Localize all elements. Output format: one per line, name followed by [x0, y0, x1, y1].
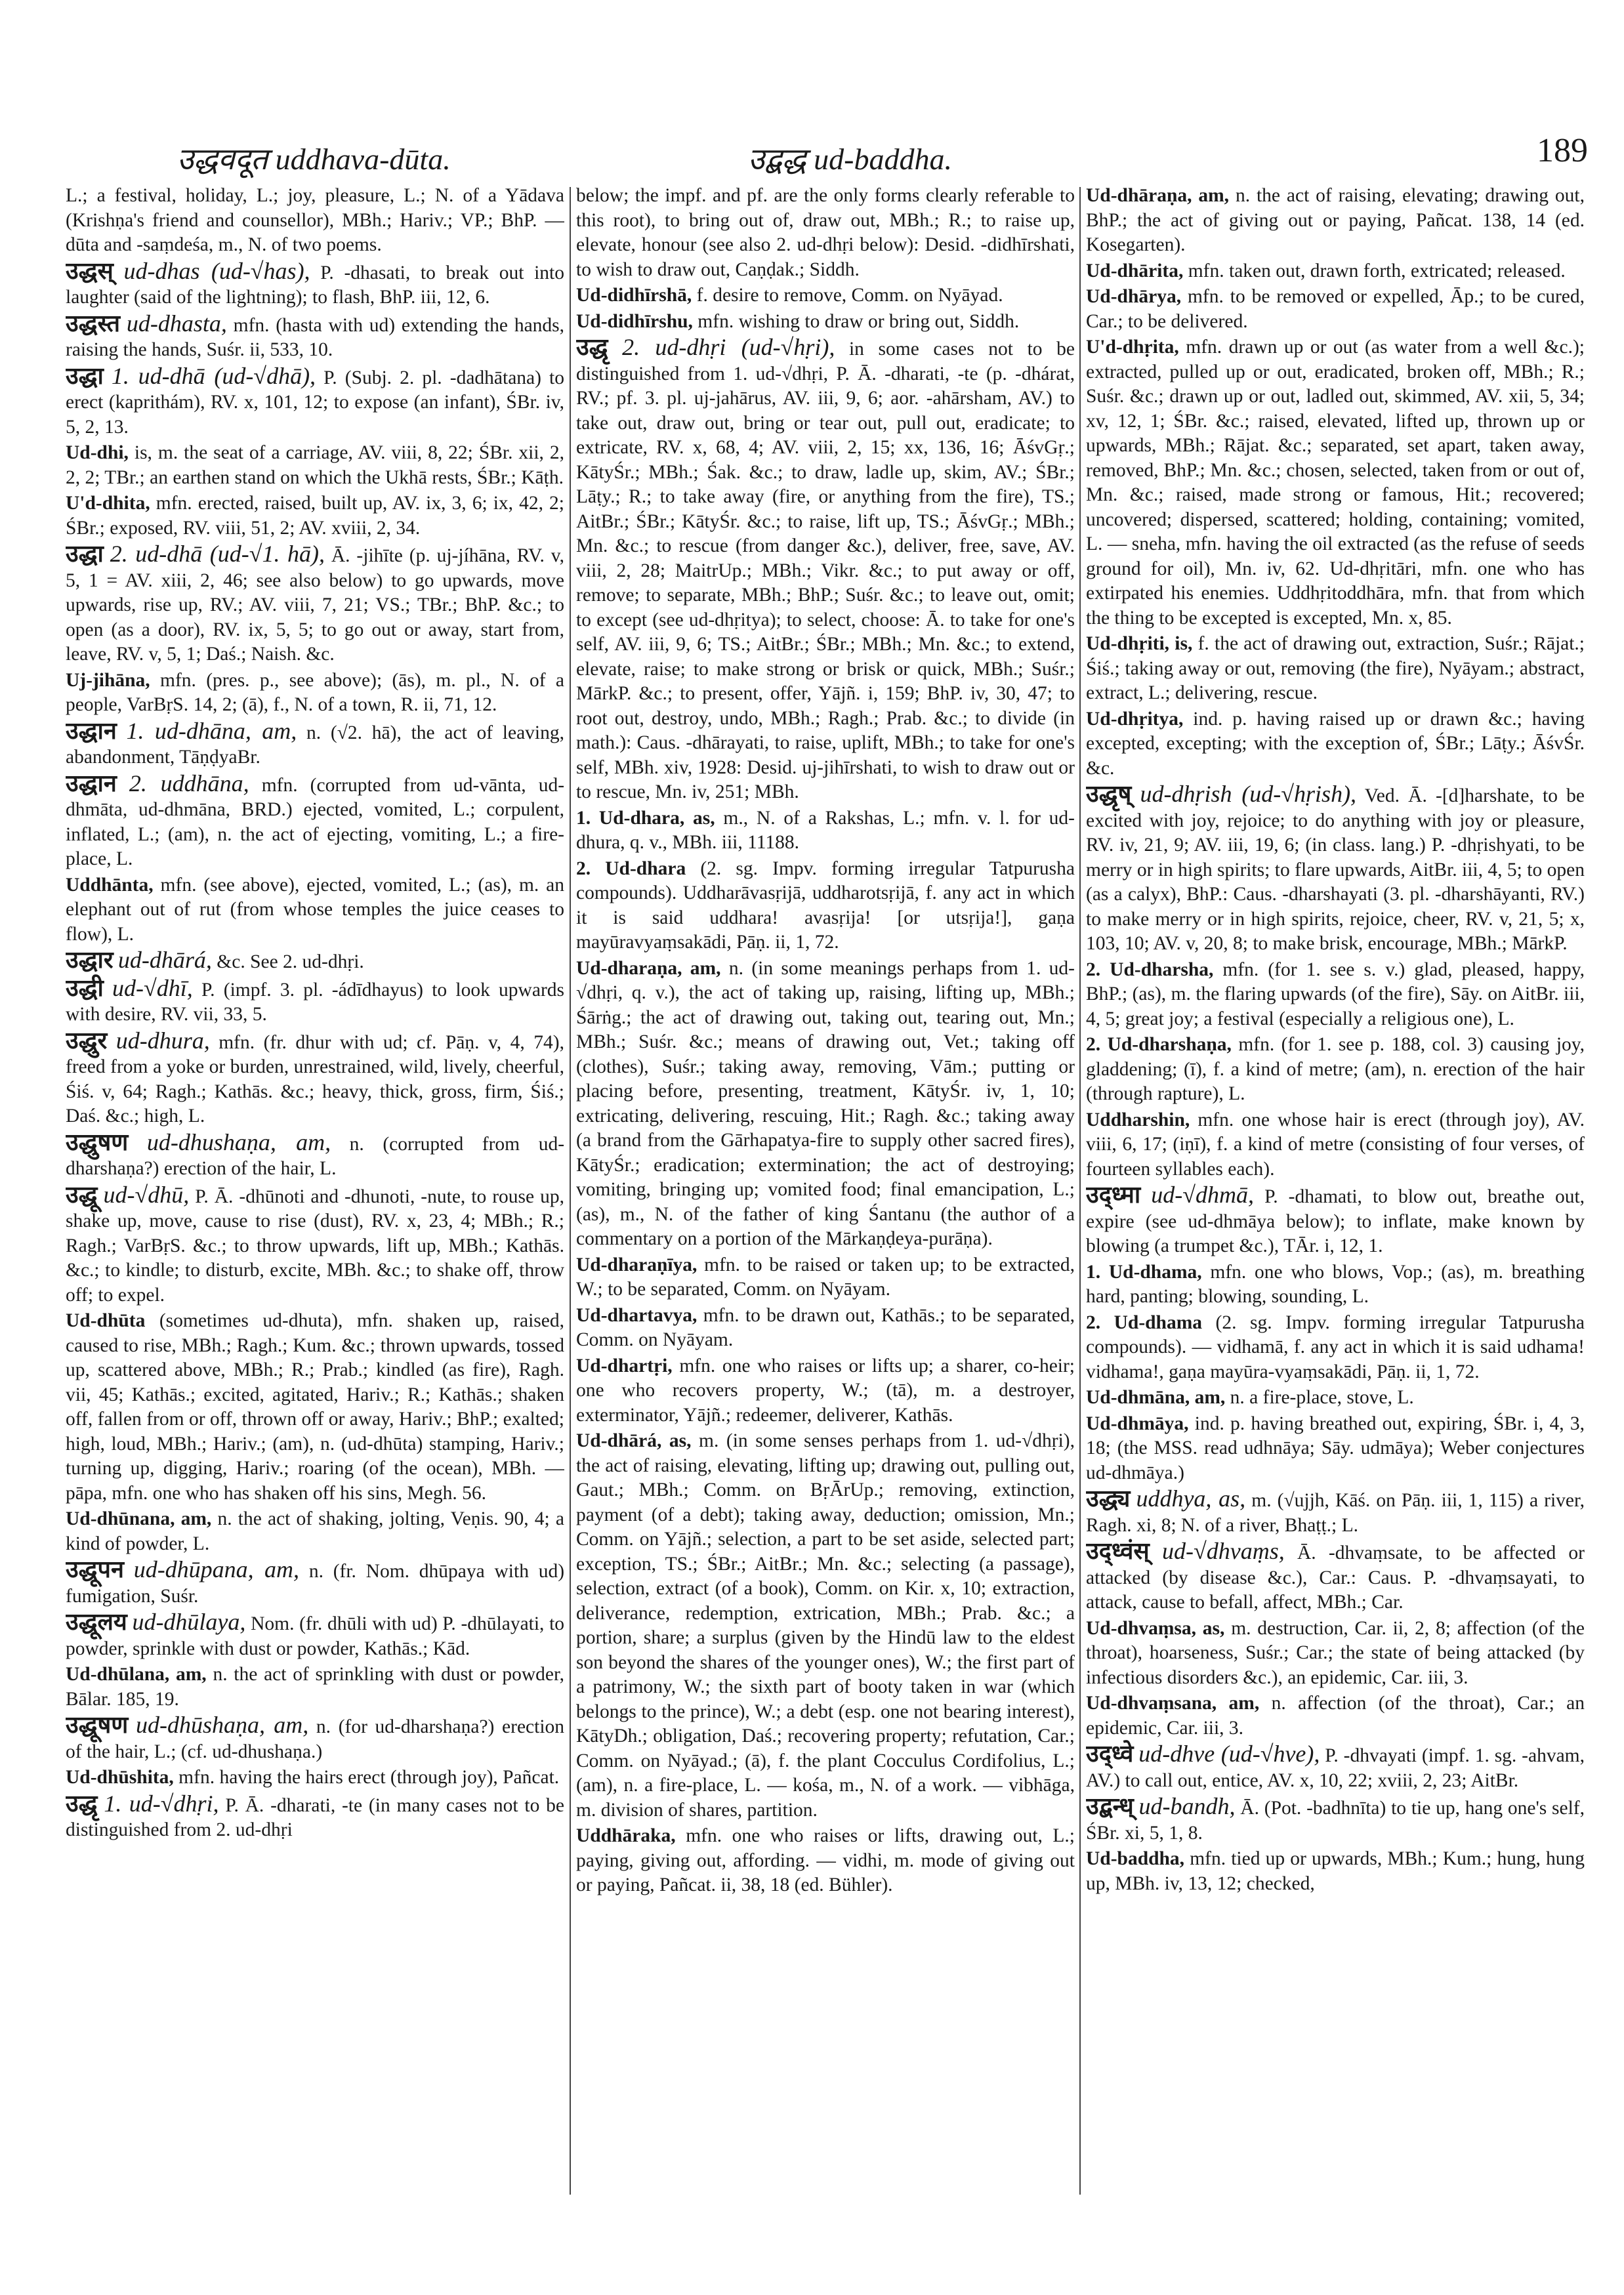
dictionary-entry [1086, 335, 1585, 631]
definition-text: mfn. tied up or upwards, MBh.; Kum.; hung, hung up, MBh. iv, 13, 12; checked, [1086, 1848, 1585, 1894]
headword: 2. uddhāna, [129, 770, 249, 796]
headword: Uddhānta, [66, 874, 154, 896]
devanagari-headword: उद्धार [66, 947, 114, 973]
devanagari-headword: उद्धी [66, 974, 104, 1001]
column-2 [576, 184, 1075, 2204]
headword: ud-dhūlaya, [132, 1609, 246, 1635]
devanagari-headword: उद्धृष् [1086, 781, 1132, 807]
headword: Uddhāraka, [576, 1825, 676, 1846]
dictionary-entry [576, 335, 1075, 805]
page-number: 189 [1537, 132, 1588, 169]
headword: ud-bandh, [1138, 1793, 1236, 1819]
dictionary-entry [66, 772, 564, 872]
headword: 1. ud-dhā (ud-√dhā), [111, 362, 316, 389]
dictionary-entry [66, 1766, 564, 1790]
dictionary-entry [1086, 958, 1585, 1032]
dictionary-entry [66, 1558, 564, 1609]
definition-text: P. (impf. 3. pl. -ádīdhayus) to look upwards with desire, RV. vii, 33, 5. [66, 979, 564, 1025]
definition-text: Ved. Ā. -[d]harshate, to be excited with joy, rejoice; to do anything with joy or pleasure, RV. iv, 21, 9; AV. iii, 19, 6; (in class. lang.) P. -dhṛishyati, to be merry or in high spirits; to flare upwards, AitBr. iii, 4, 5; to open (as a calyx), BhP.: Caus. -dharshayati (3. pl. -dharshāyanti, RV.) to make merry or in high spirits, rejoice, cheer, RV. v, 21, 5; x, 103, 10; AV. v, 20, 8; to make brisk, encourage, MBh.; MārkP. [1086, 785, 1585, 954]
devanagari-headword: उद्धूपन [66, 1556, 124, 1582]
definition-text: mfn. (hasta with ud) extending the hands, raising the hands, Suśr. ii, 533, 10. [66, 314, 564, 360]
dictionary-entry [66, 948, 564, 975]
headword: Ud-dhṛitya, [1086, 708, 1184, 730]
definition-text: Ā. -jihīte (p. uj-jíhāna, RV. v, 5, 1 = AV. xiii, 2, 46; see also below) to go upwards, move upwards, rise up, RV.; AV. viii, 7, 21; VS.; TBr.; BhP. &c.; to open (as a door), RV. ix, 5, 5; to go out or away, start from, leave, RV. v, 5, 1; Daś.; Naish. &c. [66, 545, 564, 665]
dictionary-entry [1086, 1539, 1585, 1615]
header-right-guideword: उद्बद्ध ud-baddha. [748, 142, 952, 176]
dictionary-entry [1086, 1794, 1585, 1846]
dictionary-entry [66, 1183, 564, 1308]
headword: ud-dhūpana, am, [133, 1556, 300, 1582]
definition-text: mfn. drawn up or out (as water from a well &c.); extracted, pulled up or out, eradicated, broken off, MBh.; R.; Suśr. &c.; drawn up or out, ladled out, skimmed, AV. xii, 5, 34; xv, 12, 1; ŚBr. &c.; raised, elevated, lifted up, thrown up or upwards, MBh.; Rājat. &c.; separated, set apart, taken away, removed, BhP.; Mn. &c.; chosen, selected, taken from or out of, Mn. &c.; raised, made strong or famous, Hit.; recovered; uncovered; dispersed, scattered; holding, containing; vomited, L. — sneha, mfn. having the oil extracted (as the refuse of seeds ground for oil), Mn. iv, 62. Ud-dhṛitāri, mfn. one who has extirpated his enemies. Uddhṛitoddhāra, mfn. that from which the thing to be excepted is excepted, Mn. x, 85. [1086, 337, 1585, 629]
dictionary-entry [66, 312, 564, 363]
headword: ud-dhārá, [117, 947, 212, 973]
dictionary-entry [576, 1304, 1075, 1353]
dictionary-entry [1086, 1412, 1585, 1486]
definition-text: n. (in some meanings perhaps from 1. ud-√dhṛi, q. v.), the act of taking up, raising, lifting up, MBh.; Śārṅg.; the act of drawing out, taking out, tearing out, Mn.; MBh.; Suśr. &c.; means of drawing out, Vet.; taking off (clothes), Suśr.; taking away, removing, Vām.; putting or placing before, presenting, treatment, KātyŚr. iv, 1, 10; extricating, delivering, rescuing, Hit.; Ragh. &c.; taking away (a brand from the Gārhapatya-fire to supply other sacred fires), KātyŚr.; eradication; extermination; the act of destroying; vomiting, bringing up; vomited food; final emancipation, L.; (as), m., N. of the father of king Śantanu (the author of a commentary on a portion of the Mārkaṇḍeya-purāṇa). [576, 957, 1075, 1249]
dictionary-entry [66, 669, 564, 718]
definition-text: is, m. the seat of a carriage, AV. viii, 8, 22; ŚBr. xii, 2, 2, 2; TBr.; an earthen stand on which the Ukhā rests, ŚBr.; Kāṭh. [66, 442, 564, 488]
headword: 1. Ud-dhara, as, [576, 807, 715, 829]
headword: Ud-dhūlana, am, [66, 1664, 207, 1685]
dictionary-entry [66, 364, 564, 440]
headword: ud-dhṛish (ud-√hṛish), [1140, 781, 1357, 807]
headword: Uddharshin, [1086, 1109, 1190, 1130]
definition-text: mfn. (corrupted from ud-vānta, ud-dhmāta, ud-dhmāna, BRD.) ejected, vomited, L.; corpulent, inflated, L.; (am), n. the act of ejecting, vomiting, L.; a fire-place, L. [66, 774, 564, 869]
definition-text: mfn. erected, raised, built up, AV. ix, 3, 6; ix, 42, 2; ŚBr.; exposed, RV. viii, 51, 2; AV. xviii, 2, 34. [66, 493, 564, 539]
headword: Ud-didhīrshā, [576, 285, 692, 306]
definition-text: f. the act of drawing out, extraction, Suśr.; Rājat.; Śiś.; taking away or out, removing (the fire), Nyāyam.; abstract, extract, L.; delivering, rescue. [1086, 633, 1585, 703]
dictionary-entry [576, 184, 1075, 282]
definition-text: m. (in some senses perhaps from 1. ud-√dhṛi), the act of raising, elevating, lifting up; drawing out, pulling out, Gaut.; MBh.; Comm. on BṛĀrUp.; removing, extinction, payment (of a debt); taking away, deduction; omission, Mn.; Comm. on Yājñ.; selection, a part to be set aside, selected part; exception, TS.; ŚBr.; AitBr.; Mn. &c.; selecting (a passage), selection, extract (of a book), Comm. on Kir. x, 10; extraction, deliverance, redemption, extrication, MBh.; Prab. &c.; a portion, share; a surplus (given by the Hindū law to the eldest son beyond the shares of the younger ones), W.; the first part of a patrimony, W.; the sixth part of booty taken in war (which belongs to the prince), W.; a debt (esp. one not bearing interest), KātyDh.; obligation, Daś.; recovering property; refutation, Car.; Comm. on Nyāyad.; (ā), f. the plant Cocculus Cordifolius, L.; (am), n. a fire-place, L. — kośa, m., N. of a work. — vibhāga, m. division of shares, partition. [576, 1430, 1075, 1821]
definition-text: m., N. of a Rakshas, L.; mfn. v. l. for ud-dhura, q. v., MBh. iii, 11188. [576, 807, 1075, 853]
definition-text: mfn. one who raises or lifts up; a sharer, co-heir; one who recovers property, W.; (tā), m. a destroyer, exterminator, Yājñ.; redeemer, deliverer, Kathās. [576, 1355, 1075, 1426]
dictionary-entry [66, 1507, 564, 1556]
headword: Ud-dhūshita, [66, 1767, 174, 1788]
dictionary-entry [576, 310, 1075, 335]
header-left-guideword: उद्धवदूत uddhava-dūta. [177, 142, 451, 176]
headword: Ud-baddha, [1086, 1848, 1185, 1869]
headword: ud-√dhmā, [1151, 1182, 1255, 1208]
headword: ud-dhasta, [126, 310, 227, 337]
headword: ud-√dhvaṃs, [1161, 1538, 1285, 1564]
headword: Ud-dharaṇīya, [576, 1254, 697, 1275]
definition-text: n. the act of sprinkling with dust or powder, Bālar. 185, 19. [66, 1664, 564, 1710]
column-divider [1079, 187, 1081, 2195]
definition-text: mfn. one who blows, Vop.; (as), m. breathing hard, panting; blowing, sounding, L. [1086, 1261, 1585, 1307]
dictionary-entry [66, 1713, 564, 1764]
definition-text: m. (√ujjh, Kāś. on Pāṇ. iii, 1, 115) a river, Ragh. xi, 8; N. of a river, Bhaṭṭ.; L. [1086, 1490, 1585, 1536]
dictionary-entry [66, 491, 564, 541]
definition-text: n. (fr. Nom. dhūpaya with ud) fumigation, Suśr. [66, 1561, 564, 1607]
definition-text: P. -dhamati, to blow out, breathe out, expire (see ud-dhmāya below); to inflate, make known by blowing (a trumpet &c.), TĀr. i, 12, 1. [1086, 1186, 1585, 1256]
dictionary-entry [1086, 1487, 1585, 1538]
definition-text: mfn. one who raises or lifts, drawing out, L.; paying, giving out, affording. — vidhi, m. mode of giving out or paying, Pañcat. ii, 38, 18 (ed. Bühler). [576, 1825, 1075, 1895]
headword: ud-dhve (ud-√hve), [1138, 1741, 1320, 1767]
dictionary-entry [66, 1130, 564, 1182]
devanagari-headword: उद्धृ [576, 334, 608, 360]
headword: Ud-dhi, [66, 442, 129, 463]
headword: 1. Ud-dhama, [1086, 1261, 1202, 1283]
definition-text: mfn. one whose hair is erect (through joy), AV. viii, 6, 17; (iṇī), f. a kind of metre (consisting of four verses, of fourteen syllables each). [1086, 1109, 1585, 1180]
definition-text: mfn. having the hairs erect (through joy), Pañcat. [178, 1767, 560, 1788]
headword: Uj-jihāna, [66, 669, 150, 691]
dictionary-entry [66, 542, 564, 667]
headword: ud-dhushaṇa, am, [146, 1128, 331, 1155]
definition-text: P. -dhvayati (impf. 1. sg. -ahvam, AV.) to call out, entice, AV. x, 10, 22; xviii, 2, 23; AitBr. [1086, 1745, 1585, 1791]
headword: 2. Ud-dhara [576, 858, 686, 879]
column-divider [570, 187, 571, 2195]
devanagari-headword: उद्धुषण [66, 1128, 129, 1155]
headword: Ud-dhmāya, [1086, 1413, 1189, 1434]
dictionary-entry [1086, 285, 1585, 334]
definition-text: mfn. (see above), ejected, vomited, L.; (as), m. an elephant out of rut (from whose temples the juice ceases to flow), L. [66, 874, 564, 945]
headword: Ud-didhīrshu, [576, 310, 693, 332]
dictionary-entry [66, 1309, 564, 1506]
dictionary-entry [66, 976, 564, 1027]
definition-text: &c. See 2. ud-dhṛi. [217, 951, 364, 972]
dictionary-entry [66, 873, 564, 947]
headword: Ud-dhārita, [1086, 260, 1184, 281]
devanagari-headword: उद्ध्मा [1086, 1182, 1141, 1208]
definition-text: mfn. (pres. p., see above); (ās), m. pl., N. of a people, VarBṛS. 14, 2; (ā), f., N. of a town, R. ii, 71, 12. [66, 669, 564, 715]
dictionary-entry [66, 1792, 564, 1843]
definition-text: (2. sg. Impv. forming irregular Tatpurusha compounds). Uddharāvasṛijā, uddharotsṛijā, f. any act in which it is said uddhara! avasṛija! [or utsṛija!], gaṇa mayūravyaṃsakādi, Pāṇ. ii, 1, 72. [576, 858, 1075, 953]
headword: 2. Ud-dhama [1086, 1312, 1203, 1333]
devanagari-headword: उद्धस्त [66, 310, 121, 337]
dictionary-entry [576, 1824, 1075, 1898]
headword: 1. ud-dhāna, am, [126, 717, 297, 744]
headword: 1. ud-√dhṛi, [104, 1790, 219, 1817]
dictionary-entry [66, 441, 564, 490]
definition-text: in some cases not to be distinguished from 1. ud-√dhṛi, P. Ā. -dharati, -te (p. -dhárat, RV.; pf. 3. pl. uj-jahārus, AV. iii, 9, 6; aor. -ahārsham, AV.) to take out, draw out, bring or tear out, pull out, eradicate; to extricate, RV. x, 68, 4; AV. viii, 2, 15; xx, 136, 16; ĀśvGṛ.; KātyŚr.; MBh.; Śak. &c.; to draw, ladle up, skim, AV.; ŚBr.; Lāṭy.; R.; to take away (fire, or anything from the fire), TS.; AitBr.; ŚBr.; KātyŚr. &c.; to raise, lift up, TS.; ĀśvGṛ.; MBh.; Mn. &c.; to rescue (from danger &c.), deliver, free, save, AV. viii, 2, 28; MaitrUp.; MBh.; Vikr. &c.; to put away or off, remove; to separate, MBh.; BhP.; Suśr. &c.; to leave out, omit; to except (see ud-dhṛitya); to select, choose: Ā. to take for one's self, AV. iii, 9, 6; TS.; AitBr.; ŚBr.; MBh.; Mn. &c.; to extend, elevate, raise; to make strong or brisk or quick, MBh.; Suśr.; MārkP. &c.; to present, offer, Yājñ. i, 159; BhP. iv, 30, 47; to root out, destroy, undo, MBh.; Ragh.; Prab. &c.; to divide (in math.): Caus. -dhārayati, to raise, uplift, MBh.; to take for one's self, MBh. xiv, 1928: Desid. uj-jihīrshati, to wish to draw out or to rescue, Mn. iv, 251; MBh. [576, 339, 1075, 802]
headword: 2. Ud-dharshaṇa, [1086, 1034, 1232, 1055]
definition-text: n. (for ud-dharshaṇa?) erection of the hair, L.; (cf. ud-dhushaṇa.) [66, 1716, 564, 1762]
definition-text: Ā. -dhvaṃsate, to be affected or attacked (by disease &c.), Car.: Caus. P. -dhvaṃsayati, to attack, cause to befall, affect, MBh.; Car. [1086, 1542, 1585, 1613]
headword: Ud-dhūnana, am, [66, 1508, 212, 1529]
devanagari-headword: उद्ध्य [1086, 1485, 1131, 1512]
definition-text: n. affection (of the throat), Car.; an epidemic, Car. iii, 3. [1086, 1693, 1585, 1739]
headword: Ud-dhṛiti, is, [1086, 633, 1193, 654]
definition-text: mfn. (for 1. see p. 188, col. 3) causing joy, gladdening; (ī), f. a kind of metre; (am), n. erection of the hair (through rapture), L. [1086, 1034, 1585, 1104]
headword: U'd-dhita, [66, 493, 150, 514]
dictionary-entry [576, 806, 1075, 856]
headword: uddhya, as, [1136, 1485, 1246, 1512]
headword: Ud-dhartṛi, [576, 1355, 673, 1376]
devanagari-headword: उद्धू [66, 1181, 98, 1208]
dictionary-entry [576, 857, 1075, 955]
dictionary-entry [576, 957, 1075, 1252]
dictionary-entry [1086, 259, 1585, 284]
column-1 [66, 184, 564, 2204]
headword: 2. ud-dhā (ud-√1. hā), [110, 541, 325, 567]
headword: Ud-dhvaṃsana, am, [1086, 1693, 1260, 1714]
headword: ud-dhura, [115, 1027, 210, 1054]
dictionary-entry [1086, 1691, 1585, 1741]
definition-text: Ā. (Pot. -badhnīta) to tie up, hang one's self, ŚBr. xi, 5, 1, 8. [1086, 1798, 1585, 1844]
devanagari-headword: उद्ध्वंस् [1086, 1538, 1150, 1564]
dictionary-entry [66, 1663, 564, 1712]
dictionary-entry [1086, 707, 1585, 781]
headword: 2. Ud-dharsha, [1086, 959, 1214, 980]
dictionary-entry [576, 283, 1075, 308]
devanagari-headword: उद्धूषण [66, 1712, 129, 1738]
definition-text: mfn. wishing to draw or bring out, Siddh. [697, 310, 1020, 332]
headword: Ud-dhvaṃsa, as, [1086, 1617, 1225, 1639]
headword: ud-dhas (ud-√has), [123, 257, 310, 284]
definition-text: P. Ā. -dharati, -te (in many cases not to be distinguished from 2. ud-dhṛi [66, 1794, 564, 1840]
definition-text: ind. p. having breathed out, expiring, ŚBr. i, 4, 3, 18; (the MSS. read udhnāya; Sāy. udmāya); Weber conjectures ud-dhmāya.) [1086, 1413, 1585, 1483]
dictionary-entry [1086, 782, 1585, 957]
headword: Ud-dhārá, as, [576, 1430, 692, 1451]
dictionary-entry [1086, 1260, 1585, 1310]
definition-text: mfn. to be removed or expelled, Āp.; to be cured, Car.; to be delivered. [1086, 286, 1585, 332]
headword: 2. ud-dhṛi (ud-√hṛi), [622, 334, 835, 360]
definition-text: n. the act of shaking, jolting, Veṇis. 90, 4; a kind of powder, L. [66, 1508, 564, 1554]
definition-text: mfn. taken out, drawn forth, extricated; released. [1188, 260, 1566, 281]
dictionary-entry [1086, 1033, 1585, 1107]
dictionary-entry [66, 184, 564, 258]
definition-text: n. (√2. hā), the act of leaving, abandonment, TāṇḍyaBr. [66, 722, 564, 768]
devanagari-headword: उद्धूलय [66, 1609, 127, 1635]
definition-text: mfn. to be drawn out, Kathās.; to be separated, Comm. on Nyāyam. [576, 1304, 1075, 1350]
definition-text: ind. p. having raised up or drawn &c.; having excepted, excepting; with the exception of, ŚBr.; Lāṭy.; ĀśvŚr. &c. [1086, 708, 1585, 779]
dictionary-entry [1086, 1108, 1585, 1182]
devanagari-headword: उद्ध्वे [1086, 1741, 1134, 1767]
devanagari-headword: उद्धान [66, 770, 117, 796]
definition-text: n. the act of raising, elevating; drawing out, BhP.; the act of giving out or paying, Pañcat. 138, 14 (ed. Kosegarten). [1086, 185, 1585, 255]
definition-text: n. (corrupted from ud-dharshaṇa?) erection of the hair, L. [66, 1133, 564, 1179]
dictionary-entry [1086, 1183, 1585, 1259]
devanagari-headword: उद्धस् [66, 257, 114, 284]
devanagari-headword: उद्धा [66, 541, 104, 567]
definition-text: f. desire to remove, Comm. on Nyāyad. [696, 285, 1003, 306]
dictionary-entry [1086, 1311, 1585, 1385]
definition-text: P. (Subj. 2. pl. -dadhātana) to erect (kaprithám), RV. x, 101, 12; to expose (an infant), ŚBr. iv, 5, 2, 13. [66, 367, 564, 438]
dictionary-entry [1086, 1847, 1585, 1896]
dictionary-entry [66, 1029, 564, 1129]
dictionary-entry [66, 719, 564, 770]
definition-text: L.; a festival, holiday, L.; joy, pleasure, L.; N. of a Yādava (Krishṇa's friend and counsellor), MBh.; Hariv.; VP.; BhP. — dūta and -saṃdeśa, m., N. of two poems. [66, 185, 564, 255]
devanagari-headword: उद्धा [66, 362, 104, 389]
headword: ud-√dhī, [112, 974, 193, 1001]
definition-text: n. a fire-place, stove, L. [1230, 1387, 1414, 1408]
definition-text: mfn. (fr. dhur with ud; cf. Pāṇ. v, 4, 74), freed from a yoke or burden, unrestrained, wild, lively, cheerful, Śiś. v, 64; Ragh.; Kathās. &c.; heavy, thick, gross, firm, Śiś.; Daś. &c.; high, L. [66, 1031, 564, 1127]
dictionary-entry [576, 1253, 1075, 1302]
headword: U'd-dhṛita, [1086, 337, 1179, 358]
headword: Ud-dhāraṇa, am, [1086, 185, 1230, 206]
definition-text: (sometimes ud-dhuta), mfn. shaken up, raised, caused to rise, MBh.; Ragh.; Kum. &c.; thrown upwards, tossed up, scattered above, MBh.; R.; Prab.; kindled (as fire), Ragh. vii, 45; Kathās.; excited, agitated, Hariv.; R.; Kathās.; shaken off, fallen from or off, thrown off or away, Hariv.; BhP.; exalted; high, loud, MBh.; Hariv.; (am), n. (ud-dhūta) stamping, Hariv.; turning up, digging, Hariv.; roaring (of the ocean), MBh. — pāpa, mfn. one who has shaken off his sins, Megh. 56. [66, 1310, 564, 1504]
dictionary-entry [1086, 632, 1585, 706]
headword: Ud-dhūta [66, 1310, 146, 1331]
devanagari-headword: उद्धान [66, 717, 117, 744]
dictionary-entry [1086, 1386, 1585, 1411]
dictionary-entry [576, 1429, 1075, 1823]
definition-text: below; the impf. and pf. are the only forms clearly referable to this root), to bring out of, draw out, MBh.; R.; to raise up, elevate, honour (see also 2. ud-dhṛi below): Desid. -didhīrshati, to wish to draw out, Caṇḍak.; Siddh. [576, 185, 1075, 280]
devanagari-headword: उद्धुर [66, 1027, 108, 1054]
devanagari-headword: उद्धृ [66, 1790, 98, 1817]
dictionary-entry [1086, 1617, 1585, 1691]
headword: ud-√dhū, [103, 1181, 190, 1208]
headword: Ud-dhartavya, [576, 1304, 697, 1326]
headword: Ud-dhmāna, am, [1086, 1387, 1226, 1408]
devanagari-headword: उद्बन्ध् [1086, 1793, 1134, 1819]
definition-text: m. destruction, Car. ii, 2, 8; affection (of the throat), hoarseness, Suśr.; Car.; the state of being attacked (by infectious disorders &c.), an epidemic, Car. iii, 3. [1086, 1617, 1585, 1688]
definition-text: Nom. (fr. dhūli with ud) P. -dhūlayati, to powder, sprinkle with dust or powder, Kathās.; Kād. [66, 1613, 564, 1659]
definition-text: P. Ā. -dhūnoti and -dhunoti, -nute, to rouse up, shake up, move, cause to rise (dust), RV. x, 23, 4; MBh.; R.; Ragh.; VarBṛS. &c.; to throw upwards, lift up, MBh.; Kathās. &c.; to kindle; to disturb, excite, MBh. &c.; to shake off, throw off; to expel. [66, 1186, 564, 1306]
dictionary-entry [1086, 184, 1585, 258]
definition-text: mfn. (for 1. see s. v.) glad, pleased, happy, BhP.; (as), m. the flaring upwards (of the fire), Sāy. on AitBr. iii, 4, 5; great joy; a festival (especially a religious one), L. [1086, 959, 1585, 1029]
definition-text: mfn. to be raised or taken up; to be extracted, W.; to be separated, Comm. on Nyāyam. [576, 1254, 1075, 1300]
headword: ud-dhūshaṇa, am, [135, 1712, 309, 1738]
dictionary-entry [66, 259, 564, 310]
headword: Ud-dhārya, [1086, 286, 1182, 307]
headword: Ud-dharaṇa, am, [576, 957, 721, 979]
column-3 [1086, 184, 1585, 2204]
running-header [66, 131, 1588, 177]
dictionary-entry [66, 1610, 564, 1661]
definition-text: P. -dhasati, to break out into laughter (said of the lightning); to flash, BhP. iii, 12, 6. [66, 262, 564, 308]
definition-text: (2. sg. Impv. forming irregular Tatpurusha compounds). — vidhamā, f. any act in which it is said udhama! vidhama!, gaṇa mayūra-vyaṃsakādi, Pāṇ. ii, 1, 72. [1086, 1312, 1585, 1382]
dictionary-entry [576, 1354, 1075, 1428]
dictionary-entry [1086, 1742, 1585, 1793]
